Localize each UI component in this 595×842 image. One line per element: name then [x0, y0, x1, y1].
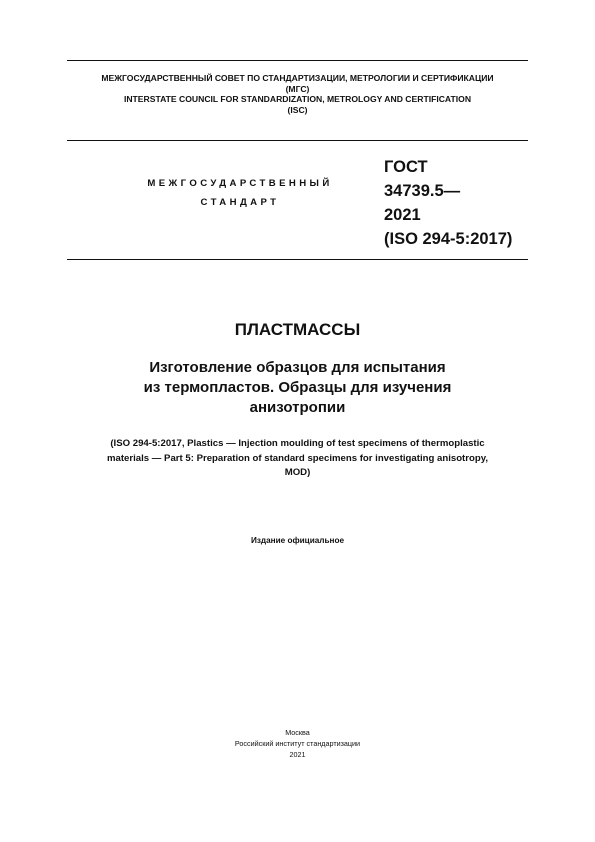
standard-kind-line2: СТАНДАРТ [200, 197, 280, 208]
standard-designation [384, 155, 512, 251]
imprint-city: Москва [285, 728, 310, 737]
designation-gost: ГОСТ [384, 158, 428, 176]
council-abbr-en: (ISC) [287, 104, 308, 115]
top-rule [67, 60, 528, 61]
subtitle-line3: анизотропии [249, 399, 346, 416]
iso-reference-line3: MOD) [284, 467, 311, 478]
council-name-en: INTERSTATE COUNCIL FOR STANDARDIZATION, METROLOGY AND CERTIFICATION [123, 94, 472, 105]
council-name-ru: МЕЖГОСУДАРСТВЕННЫЙ СОВЕТ ПО СТАНДАРТИЗАЦИИ, МЕТРОЛОГИИ И СЕРТИФИКАЦИИ [101, 73, 494, 83]
council-header [67, 73, 528, 115]
document-title: ПЛАСТМАССЫ [234, 320, 361, 339]
designation-year: 2021 [384, 206, 421, 224]
middle-rule [67, 140, 528, 141]
document-subtitle [67, 358, 528, 418]
imprint-publisher: Российский институт стандартизации [234, 739, 361, 749]
council-abbr-ru: (МГС) [285, 83, 310, 94]
designation-number: 34739.5— [384, 182, 461, 200]
iso-reference [30, 437, 565, 481]
imprint [67, 727, 528, 761]
designation-iso: (ISO 294-5:2017) [384, 230, 513, 248]
iso-reference-line2: materials — Part 5: Preparation of standard specimens for investigating anisotropy, [106, 452, 488, 464]
subtitle-line1: Изготовление образцов для испытания [149, 359, 446, 376]
iso-reference-line1: (ISO 294-5:2017, Plastics — Injection moulding of test specimens of thermoplastic [110, 438, 485, 449]
edition-note: Издание официальное [250, 536, 345, 545]
standard-kind-line1: МЕЖГОСУДАРСТВЕННЫЙ [147, 178, 333, 189]
standard-kind [100, 174, 380, 212]
imprint-year: 2021 [289, 750, 306, 760]
bottom-rule [67, 259, 528, 260]
subtitle-line2: из термопластов. Образцы для изучения [143, 379, 452, 396]
